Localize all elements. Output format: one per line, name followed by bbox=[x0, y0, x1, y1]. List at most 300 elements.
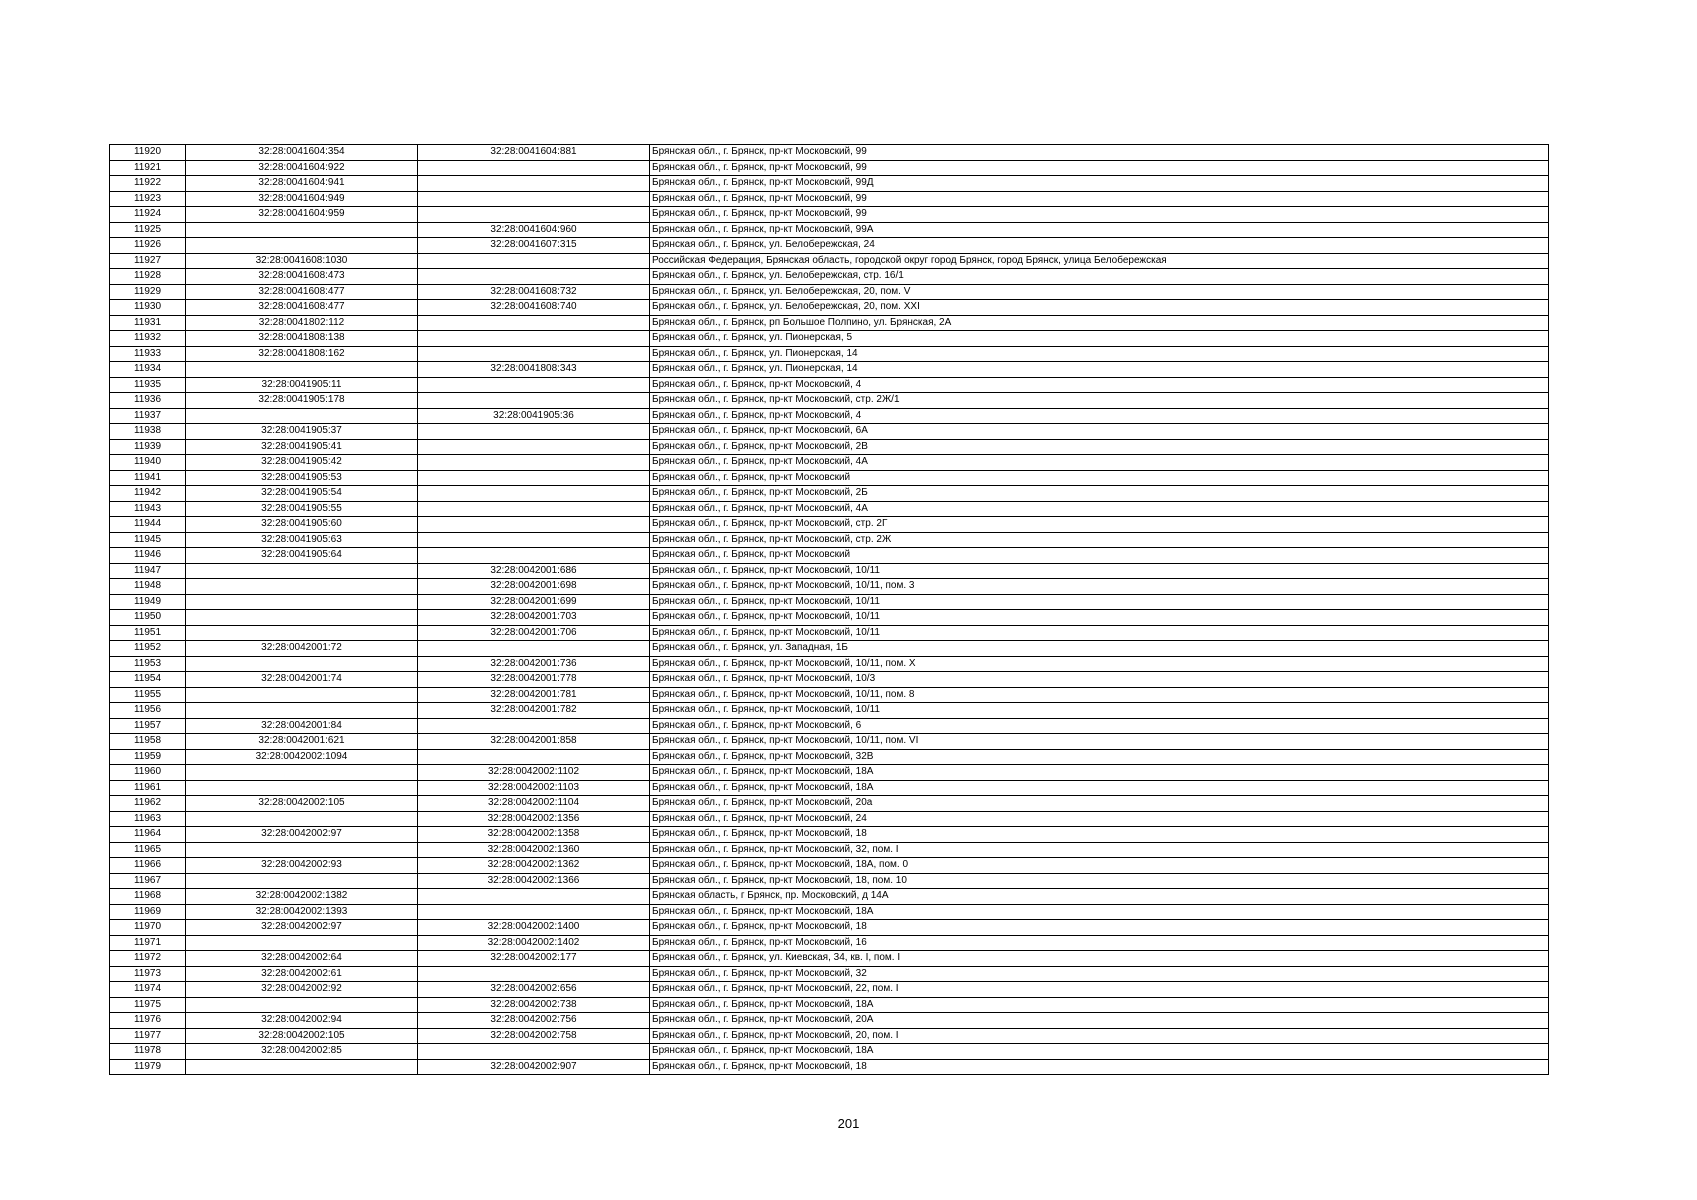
row-number-cell: 11968 bbox=[110, 889, 186, 905]
cadastral-number-cell: 32:28:0041802:112 bbox=[186, 315, 418, 331]
address-cell: Брянская обл., г. Брянск, пр-кт Московский, 10/11 bbox=[650, 703, 1549, 719]
row-number-cell: 11927 bbox=[110, 253, 186, 269]
table-row bbox=[110, 904, 1549, 920]
table-row bbox=[110, 470, 1549, 486]
cadastral-number-cell: 32:28:0042002:94 bbox=[186, 1013, 418, 1029]
cadastral-number-cell: 32:28:0041608:473 bbox=[186, 269, 418, 285]
address-cell: Брянская обл., г. Брянск, пр-кт Московский, 32В bbox=[650, 749, 1549, 765]
cadastral-number-cell: 32:28:0041905:54 bbox=[186, 486, 418, 502]
table-row bbox=[110, 672, 1549, 688]
row-number-cell: 11928 bbox=[110, 269, 186, 285]
table-row bbox=[110, 1028, 1549, 1044]
cadastral-number-cell bbox=[186, 1059, 418, 1075]
row-number-cell: 11957 bbox=[110, 718, 186, 734]
address-cell: Брянская обл., г. Брянск, пр-кт Московский, 10/11, пом. 8 bbox=[650, 687, 1549, 703]
cadastral-number-cell: 32:28:0042002:64 bbox=[186, 951, 418, 967]
row-number-cell: 11959 bbox=[110, 749, 186, 765]
table-row bbox=[110, 393, 1549, 409]
row-number-cell: 11962 bbox=[110, 796, 186, 812]
table-row bbox=[110, 594, 1549, 610]
cadastral-number-cell: 32:28:0041905:64 bbox=[186, 548, 418, 564]
cadastral-number-cell: 32:28:0041905:53 bbox=[186, 470, 418, 486]
object-cadastral-number-cell: 32:28:0042002:1400 bbox=[418, 920, 650, 936]
cadastral-number-cell bbox=[186, 222, 418, 238]
table-row bbox=[110, 827, 1549, 843]
cadastral-number-cell: 32:28:0042002:97 bbox=[186, 827, 418, 843]
object-cadastral-number-cell bbox=[418, 191, 650, 207]
table-row bbox=[110, 656, 1549, 672]
address-cell: Брянская обл., г. Брянск, пр-кт Московский, 2Б bbox=[650, 486, 1549, 502]
row-number-cell: 11925 bbox=[110, 222, 186, 238]
object-cadastral-number-cell: 32:28:0042001:781 bbox=[418, 687, 650, 703]
table-row bbox=[110, 160, 1549, 176]
row-number-cell: 11943 bbox=[110, 501, 186, 517]
address-cell: Брянская обл., г. Брянск, рп Большое Полпино, ул. Брянская, 2А bbox=[650, 315, 1549, 331]
cadastral-number-cell: 32:28:0041905:178 bbox=[186, 393, 418, 409]
row-number-cell: 11976 bbox=[110, 1013, 186, 1029]
table-row bbox=[110, 889, 1549, 905]
row-number-cell: 11934 bbox=[110, 362, 186, 378]
cadastral-number-cell bbox=[186, 997, 418, 1013]
cadastral-number-cell: 32:28:0041604:941 bbox=[186, 176, 418, 192]
row-number-cell: 11963 bbox=[110, 811, 186, 827]
address-cell: Брянская обл., г. Брянск, пр-кт Московский, 32 bbox=[650, 966, 1549, 982]
row-number-cell: 11932 bbox=[110, 331, 186, 347]
cadastral-number-cell bbox=[186, 656, 418, 672]
object-cadastral-number-cell bbox=[418, 253, 650, 269]
row-number-cell: 11920 bbox=[110, 145, 186, 161]
cadastral-number-cell: 32:28:0041808:138 bbox=[186, 331, 418, 347]
table-row bbox=[110, 207, 1549, 223]
address-cell: Брянская обл., г. Брянск, пр-кт Московский, 6А bbox=[650, 424, 1549, 440]
table-row bbox=[110, 982, 1549, 998]
table-row bbox=[110, 377, 1549, 393]
address-cell: Брянская обл., г. Брянск, пр-кт Московский, 4А bbox=[650, 501, 1549, 517]
row-number-cell: 11953 bbox=[110, 656, 186, 672]
address-cell: Брянская обл., г. Брянск, пр-кт Московский, 20, пом. I bbox=[650, 1028, 1549, 1044]
page-number: 201 bbox=[837, 1116, 860, 1131]
address-cell: Брянская обл., г. Брянск, ул. Белобережская, 24 bbox=[650, 238, 1549, 254]
address-cell: Брянская обл., г. Брянск, пр-кт Московский, 22, пом. I bbox=[650, 982, 1549, 998]
cadastral-number-cell: 32:28:0042001:74 bbox=[186, 672, 418, 688]
table-row bbox=[110, 625, 1549, 641]
table-row bbox=[110, 408, 1549, 424]
address-cell: Брянская обл., г. Брянск, пр-кт Московский, 18А, пом. 0 bbox=[650, 858, 1549, 874]
cadastral-number-cell: 32:28:0042001:84 bbox=[186, 718, 418, 734]
table-row bbox=[110, 1059, 1549, 1075]
object-cadastral-number-cell: 32:28:0042002:1102 bbox=[418, 765, 650, 781]
object-cadastral-number-cell bbox=[418, 331, 650, 347]
address-cell: Брянская обл., г. Брянск, пр-кт Московский, 99 bbox=[650, 160, 1549, 176]
row-number-cell: 11975 bbox=[110, 997, 186, 1013]
table-row bbox=[110, 703, 1549, 719]
table-row bbox=[110, 253, 1549, 269]
cadastral-number-cell: 32:28:0041808:162 bbox=[186, 346, 418, 362]
cadastral-number-cell bbox=[186, 594, 418, 610]
object-cadastral-number-cell: 32:28:0042002:1360 bbox=[418, 842, 650, 858]
cadastral-number-cell bbox=[186, 563, 418, 579]
object-cadastral-number-cell: 32:28:0042002:907 bbox=[418, 1059, 650, 1075]
row-number-cell: 11947 bbox=[110, 563, 186, 579]
object-cadastral-number-cell: 32:28:0042002:1356 bbox=[418, 811, 650, 827]
row-number-cell: 11922 bbox=[110, 176, 186, 192]
table-row bbox=[110, 687, 1549, 703]
object-cadastral-number-cell: 32:28:0042001:703 bbox=[418, 610, 650, 626]
object-cadastral-number-cell bbox=[418, 718, 650, 734]
table-row bbox=[110, 346, 1549, 362]
address-cell: Брянская обл., г. Брянск, пр-кт Московский, 10/3 bbox=[650, 672, 1549, 688]
address-cell: Брянская обл., г. Брянск, ул. Белобережская, 20, пом. XXI bbox=[650, 300, 1549, 316]
cadastral-number-cell: 32:28:0041905:11 bbox=[186, 377, 418, 393]
cadastral-number-cell bbox=[186, 687, 418, 703]
object-cadastral-number-cell: 32:28:0042002:1366 bbox=[418, 873, 650, 889]
cadastral-number-cell: 32:28:0041604:949 bbox=[186, 191, 418, 207]
table-row bbox=[110, 842, 1549, 858]
address-cell: Брянская обл., г. Брянск, пр-кт Московский, 18, пом. 10 bbox=[650, 873, 1549, 889]
row-number-cell: 11929 bbox=[110, 284, 186, 300]
table-row bbox=[110, 284, 1549, 300]
table-row bbox=[110, 238, 1549, 254]
table-row bbox=[110, 362, 1549, 378]
row-number-cell: 11948 bbox=[110, 579, 186, 595]
cadastral-number-cell bbox=[186, 408, 418, 424]
row-number-cell: 11952 bbox=[110, 641, 186, 657]
address-cell: Брянская обл., г. Брянск, пр-кт Московский, стр. 2Ж bbox=[650, 532, 1549, 548]
object-cadastral-number-cell bbox=[418, 517, 650, 533]
table-row bbox=[110, 997, 1549, 1013]
address-cell: Брянская обл., г. Брянск, пр-кт Московский, стр. 2Ж/1 bbox=[650, 393, 1549, 409]
row-number-cell: 11964 bbox=[110, 827, 186, 843]
object-cadastral-number-cell bbox=[418, 548, 650, 564]
row-number-cell: 11923 bbox=[110, 191, 186, 207]
object-cadastral-number-cell: 32:28:0042001:698 bbox=[418, 579, 650, 595]
cadastral-number-cell: 32:28:0042001:72 bbox=[186, 641, 418, 657]
address-cell: Брянская обл., г. Брянск, пр-кт Московский bbox=[650, 470, 1549, 486]
row-number-cell: 11956 bbox=[110, 703, 186, 719]
cadastral-number-cell: 32:28:0042002:1382 bbox=[186, 889, 418, 905]
table-row bbox=[110, 548, 1549, 564]
cadastral-number-cell bbox=[186, 610, 418, 626]
table-row bbox=[110, 331, 1549, 347]
cadastral-number-cell: 32:28:0042002:93 bbox=[186, 858, 418, 874]
row-number-cell: 11965 bbox=[110, 842, 186, 858]
table-row bbox=[110, 486, 1549, 502]
cadastral-number-cell bbox=[186, 238, 418, 254]
registry-table-body bbox=[110, 145, 1549, 1075]
table-row bbox=[110, 315, 1549, 331]
cadastral-number-cell: 32:28:0041608:1030 bbox=[186, 253, 418, 269]
address-cell: Брянская обл., г. Брянск, пр-кт Московский, 16 bbox=[650, 935, 1549, 951]
row-number-cell: 11978 bbox=[110, 1044, 186, 1060]
address-cell: Брянская обл., г. Брянск, пр-кт Московский bbox=[650, 548, 1549, 564]
address-cell: Брянская обл., г. Брянск, пр-кт Московский, 18А bbox=[650, 780, 1549, 796]
object-cadastral-number-cell bbox=[418, 749, 650, 765]
cadastral-number-cell: 32:28:0042002:1393 bbox=[186, 904, 418, 920]
cadastral-number-cell: 32:28:0041905:60 bbox=[186, 517, 418, 533]
address-cell: Брянская обл., г. Брянск, пр-кт Московский, 18А bbox=[650, 904, 1549, 920]
row-number-cell: 11950 bbox=[110, 610, 186, 626]
row-number-cell: 11944 bbox=[110, 517, 186, 533]
object-cadastral-number-cell: 32:28:0042002:1104 bbox=[418, 796, 650, 812]
object-cadastral-number-cell bbox=[418, 439, 650, 455]
address-cell: Брянская обл., г. Брянск, пр-кт Московский, 10/11 bbox=[650, 625, 1549, 641]
row-number-cell: 11970 bbox=[110, 920, 186, 936]
table-row bbox=[110, 501, 1549, 517]
row-number-cell: 11955 bbox=[110, 687, 186, 703]
cadastral-number-cell bbox=[186, 579, 418, 595]
address-cell: Брянская обл., г. Брянск, пр-кт Московский, 18А bbox=[650, 1044, 1549, 1060]
object-cadastral-number-cell: 32:28:0041905:36 bbox=[418, 408, 650, 424]
address-cell: Брянская обл., г. Брянск, пр-кт Московский, 18 bbox=[650, 1059, 1549, 1075]
cadastral-number-cell bbox=[186, 625, 418, 641]
address-cell: Брянская обл., г. Брянск, пр-кт Московский, 10/11, пом. Х bbox=[650, 656, 1549, 672]
row-number-cell: 11960 bbox=[110, 765, 186, 781]
address-cell: Брянская обл., г. Брянск, пр-кт Московский, 99 bbox=[650, 191, 1549, 207]
object-cadastral-number-cell bbox=[418, 904, 650, 920]
object-cadastral-number-cell bbox=[418, 393, 650, 409]
row-number-cell: 11979 bbox=[110, 1059, 186, 1075]
cadastral-number-cell bbox=[186, 703, 418, 719]
table-row bbox=[110, 935, 1549, 951]
row-number-cell: 11974 bbox=[110, 982, 186, 998]
address-cell: Брянская обл., г. Брянск, пр-кт Московский, 18А bbox=[650, 997, 1549, 1013]
row-number-cell: 11966 bbox=[110, 858, 186, 874]
table-row bbox=[110, 424, 1549, 440]
address-cell: Брянская обл., г. Брянск, ул. Пионерская, 5 bbox=[650, 331, 1549, 347]
object-cadastral-number-cell: 32:28:0042002:738 bbox=[418, 997, 650, 1013]
row-number-cell: 11972 bbox=[110, 951, 186, 967]
address-cell: Брянская обл., г. Брянск, пр-кт Московский, 4А bbox=[650, 455, 1549, 471]
address-cell: Брянская обл., г. Брянск, пр-кт Московский, стр. 2Г bbox=[650, 517, 1549, 533]
object-cadastral-number-cell bbox=[418, 424, 650, 440]
object-cadastral-number-cell: 32:28:0041808:343 bbox=[418, 362, 650, 378]
object-cadastral-number-cell: 32:28:0042001:778 bbox=[418, 672, 650, 688]
object-cadastral-number-cell: 32:28:0042002:177 bbox=[418, 951, 650, 967]
row-number-cell: 11949 bbox=[110, 594, 186, 610]
address-cell: Брянская обл., г. Брянск, пр-кт Московский, 10/11, пом. 3 bbox=[650, 579, 1549, 595]
address-cell: Брянская обл., г. Брянск, пр-кт Московский, 99 bbox=[650, 207, 1549, 223]
table-row bbox=[110, 145, 1549, 161]
row-number-cell: 11977 bbox=[110, 1028, 186, 1044]
cadastral-number-cell: 32:28:0042002:85 bbox=[186, 1044, 418, 1060]
address-cell: Брянская обл., г. Брянск, пр-кт Московский, 18А bbox=[650, 765, 1549, 781]
address-cell: Брянская область, г Брянск, пр. Московский, д 14А bbox=[650, 889, 1549, 905]
cadastral-number-cell: 32:28:0041604:354 bbox=[186, 145, 418, 161]
table-row bbox=[110, 222, 1549, 238]
table-row bbox=[110, 765, 1549, 781]
row-number-cell: 11933 bbox=[110, 346, 186, 362]
row-number-cell: 11921 bbox=[110, 160, 186, 176]
row-number-cell: 11939 bbox=[110, 439, 186, 455]
object-cadastral-number-cell: 32:28:0042001:699 bbox=[418, 594, 650, 610]
table-row bbox=[110, 1013, 1549, 1029]
cadastral-number-cell bbox=[186, 780, 418, 796]
table-row bbox=[110, 176, 1549, 192]
object-cadastral-number-cell bbox=[418, 1044, 650, 1060]
address-cell: Брянская обл., г. Брянск, ул. Киевская, 34, кв. I, пом. I bbox=[650, 951, 1549, 967]
address-cell: Брянская обл., г. Брянск, пр-кт Московский, 2В bbox=[650, 439, 1549, 455]
object-cadastral-number-cell bbox=[418, 532, 650, 548]
object-cadastral-number-cell: 32:28:0042002:1402 bbox=[418, 935, 650, 951]
cadastral-number-cell: 32:28:0041905:63 bbox=[186, 532, 418, 548]
object-cadastral-number-cell: 32:28:0042001:706 bbox=[418, 625, 650, 641]
row-number-cell: 11945 bbox=[110, 532, 186, 548]
address-cell: Брянская обл., г. Брянск, ул. Западная, 1Б bbox=[650, 641, 1549, 657]
object-cadastral-number-cell: 32:28:0042002:1103 bbox=[418, 780, 650, 796]
object-cadastral-number-cell bbox=[418, 641, 650, 657]
object-cadastral-number-cell: 32:28:0041604:881 bbox=[418, 145, 650, 161]
object-cadastral-number-cell: 32:28:0042001:782 bbox=[418, 703, 650, 719]
cadastral-number-cell bbox=[186, 935, 418, 951]
table-row bbox=[110, 579, 1549, 595]
table-row bbox=[110, 920, 1549, 936]
address-cell: Брянская обл., г. Брянск, ул. Пионерская, 14 bbox=[650, 362, 1549, 378]
cadastral-number-cell: 32:28:0041905:41 bbox=[186, 439, 418, 455]
address-cell: Брянская обл., г. Брянск, пр-кт Московский, 99 bbox=[650, 145, 1549, 161]
object-cadastral-number-cell: 32:28:0042002:758 bbox=[418, 1028, 650, 1044]
cadastral-number-cell bbox=[186, 765, 418, 781]
table-row bbox=[110, 951, 1549, 967]
object-cadastral-number-cell bbox=[418, 377, 650, 393]
address-cell: Брянская обл., г. Брянск, пр-кт Московский, 20а bbox=[650, 796, 1549, 812]
object-cadastral-number-cell bbox=[418, 346, 650, 362]
row-number-cell: 11940 bbox=[110, 455, 186, 471]
table-row bbox=[110, 718, 1549, 734]
object-cadastral-number-cell: 32:28:0042002:1358 bbox=[418, 827, 650, 843]
table-row bbox=[110, 455, 1549, 471]
address-cell: Брянская обл., г. Брянск, пр-кт Московский, 4 bbox=[650, 377, 1549, 393]
cadastral-number-cell: 32:28:0041604:959 bbox=[186, 207, 418, 223]
address-cell: Брянская обл., г. Брянск, пр-кт Московский, 99А bbox=[650, 222, 1549, 238]
row-number-cell: 11931 bbox=[110, 315, 186, 331]
cadastral-number-cell: 32:28:0042002:92 bbox=[186, 982, 418, 998]
row-number-cell: 11941 bbox=[110, 470, 186, 486]
table-row bbox=[110, 749, 1549, 765]
object-cadastral-number-cell: 32:28:0041608:732 bbox=[418, 284, 650, 300]
table-row bbox=[110, 300, 1549, 316]
object-cadastral-number-cell bbox=[418, 889, 650, 905]
object-cadastral-number-cell bbox=[418, 207, 650, 223]
object-cadastral-number-cell: 32:28:0042002:756 bbox=[418, 1013, 650, 1029]
table-row bbox=[110, 439, 1549, 455]
row-number-cell: 11946 bbox=[110, 548, 186, 564]
address-cell: Брянская обл., г. Брянск, пр-кт Московский, 4 bbox=[650, 408, 1549, 424]
row-number-cell: 11936 bbox=[110, 393, 186, 409]
object-cadastral-number-cell: 32:28:0042002:1362 bbox=[418, 858, 650, 874]
address-cell: Брянская обл., г. Брянск, ул. Белобережская, стр. 16/1 bbox=[650, 269, 1549, 285]
row-number-cell: 11938 bbox=[110, 424, 186, 440]
cadastral-number-cell: 32:28:0042002:105 bbox=[186, 1028, 418, 1044]
object-cadastral-number-cell bbox=[418, 160, 650, 176]
cadastral-number-cell: 32:28:0042002:105 bbox=[186, 796, 418, 812]
address-cell: Брянская обл., г. Брянск, пр-кт Московский, 6 bbox=[650, 718, 1549, 734]
table-row bbox=[110, 796, 1549, 812]
row-number-cell: 11942 bbox=[110, 486, 186, 502]
address-cell: Брянская обл., г. Брянск, ул. Пионерская, 14 bbox=[650, 346, 1549, 362]
cadastral-number-cell: 32:28:0042002:1094 bbox=[186, 749, 418, 765]
cadastral-number-cell: 32:28:0042001:621 bbox=[186, 734, 418, 750]
address-cell: Брянская обл., г. Брянск, пр-кт Московский, 32, пом. I bbox=[650, 842, 1549, 858]
row-number-cell: 11930 bbox=[110, 300, 186, 316]
object-cadastral-number-cell: 32:28:0041607:315 bbox=[418, 238, 650, 254]
table-row bbox=[110, 780, 1549, 796]
object-cadastral-number-cell bbox=[418, 176, 650, 192]
cadastral-number-cell: 32:28:0041604:922 bbox=[186, 160, 418, 176]
address-cell: Брянская обл., г. Брянск, пр-кт Московский, 18 bbox=[650, 920, 1549, 936]
object-cadastral-number-cell: 32:28:0042001:858 bbox=[418, 734, 650, 750]
address-cell: Брянская обл., г. Брянск, пр-кт Московский, 24 bbox=[650, 811, 1549, 827]
object-cadastral-number-cell bbox=[418, 315, 650, 331]
address-cell: Брянская обл., г. Брянск, пр-кт Московский, 99Д bbox=[650, 176, 1549, 192]
row-number-cell: 11924 bbox=[110, 207, 186, 223]
cadastral-number-cell: 32:28:0042002:97 bbox=[186, 920, 418, 936]
row-number-cell: 11973 bbox=[110, 966, 186, 982]
address-cell: Брянская обл., г. Брянск, пр-кт Московский, 10/11 bbox=[650, 563, 1549, 579]
object-cadastral-number-cell: 32:28:0042001:686 bbox=[418, 563, 650, 579]
cadastral-number-cell: 32:28:0041608:477 bbox=[186, 300, 418, 316]
row-number-cell: 11954 bbox=[110, 672, 186, 688]
row-number-cell: 11926 bbox=[110, 238, 186, 254]
address-cell: Брянская обл., г. Брянск, пр-кт Московский, 10/11 bbox=[650, 610, 1549, 626]
object-cadastral-number-cell bbox=[418, 966, 650, 982]
object-cadastral-number-cell: 32:28:0041608:740 bbox=[418, 300, 650, 316]
object-cadastral-number-cell bbox=[418, 455, 650, 471]
cadastral-number-cell bbox=[186, 811, 418, 827]
table-row bbox=[110, 517, 1549, 533]
object-cadastral-number-cell: 32:28:0041604:960 bbox=[418, 222, 650, 238]
cadastral-number-cell bbox=[186, 362, 418, 378]
object-cadastral-number-cell bbox=[418, 486, 650, 502]
row-number-cell: 11967 bbox=[110, 873, 186, 889]
cadastral-number-cell: 32:28:0041905:55 bbox=[186, 501, 418, 517]
address-cell: Брянская обл., г. Брянск, пр-кт Московский, 18 bbox=[650, 827, 1549, 843]
row-number-cell: 11935 bbox=[110, 377, 186, 393]
row-number-cell: 11969 bbox=[110, 904, 186, 920]
table-row bbox=[110, 269, 1549, 285]
object-cadastral-number-cell bbox=[418, 269, 650, 285]
table-row bbox=[110, 858, 1549, 874]
object-cadastral-number-cell: 32:28:0042002:656 bbox=[418, 982, 650, 998]
row-number-cell: 11958 bbox=[110, 734, 186, 750]
table-row bbox=[110, 1044, 1549, 1060]
cadastral-number-cell bbox=[186, 842, 418, 858]
table-row bbox=[110, 734, 1549, 750]
object-cadastral-number-cell bbox=[418, 501, 650, 517]
cadastral-number-cell: 32:28:0041905:37 bbox=[186, 424, 418, 440]
object-cadastral-number-cell bbox=[418, 470, 650, 486]
cadastral-number-cell: 32:28:0042002:61 bbox=[186, 966, 418, 982]
table-row bbox=[110, 191, 1549, 207]
row-number-cell: 11937 bbox=[110, 408, 186, 424]
table-row bbox=[110, 966, 1549, 982]
address-cell: Брянская обл., г. Брянск, пр-кт Московский, 10/11, пом. VI bbox=[650, 734, 1549, 750]
cadastral-number-cell: 32:28:0041608:477 bbox=[186, 284, 418, 300]
table-row bbox=[110, 641, 1549, 657]
table-row bbox=[110, 811, 1549, 827]
object-cadastral-number-cell: 32:28:0042001:736 bbox=[418, 656, 650, 672]
row-number-cell: 11971 bbox=[110, 935, 186, 951]
row-number-cell: 11951 bbox=[110, 625, 186, 641]
table-row bbox=[110, 873, 1549, 889]
table-row bbox=[110, 563, 1549, 579]
address-cell: Брянская обл., г. Брянск, пр-кт Московский, 20А bbox=[650, 1013, 1549, 1029]
address-cell: Российская Федерация, Брянская область, городской округ город Брянск, город Брянск, улица Белобережская bbox=[650, 253, 1549, 269]
table-row bbox=[110, 610, 1549, 626]
address-cell: Брянская обл., г. Брянск, пр-кт Московский, 10/11 bbox=[650, 594, 1549, 610]
address-cell: Брянская обл., г. Брянск, ул. Белобережская, 20, пом. V bbox=[650, 284, 1549, 300]
row-number-cell: 11961 bbox=[110, 780, 186, 796]
cadastral-number-cell bbox=[186, 873, 418, 889]
